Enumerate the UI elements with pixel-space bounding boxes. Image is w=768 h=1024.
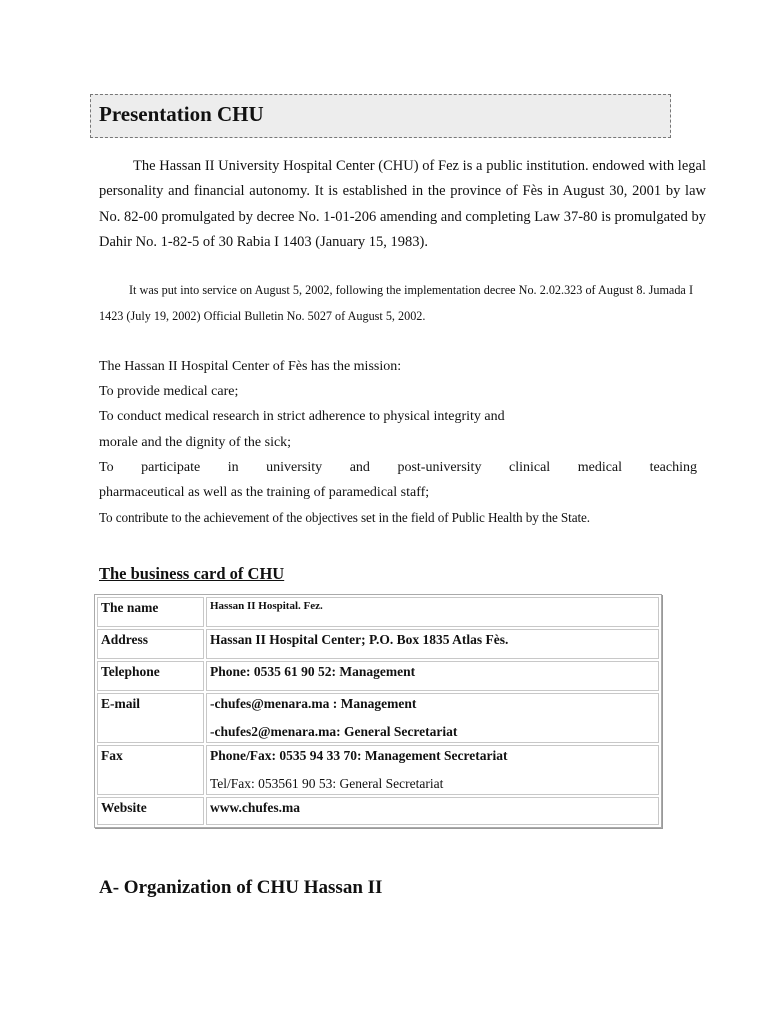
name-value: Hassan II Hospital. Fez. — [206, 597, 659, 627]
table-row — [97, 745, 659, 795]
table-row — [97, 597, 659, 627]
service-paragraph-text: It was put into service on August 5, 2002, following the implementation decree No. 2.02.323 of August 8. Jumada I 1423 (July 19, 2002) Official Bulletin No. 5027 of August 5, 2002. — [99, 283, 693, 323]
business-card-heading: The business card of CHU — [99, 564, 285, 583]
telephone-label: Telephone — [97, 661, 204, 691]
table-row — [97, 661, 659, 691]
website-value: www.chufes.ma — [206, 797, 659, 825]
section-heading: A- Organization of CHU Hassan II — [99, 877, 383, 898]
intro-paragraph-text: The Hassan II University Hospital Center (CHU) of Fez is a public institution. endowed with legal personality and financial autonomy. It is established in the province of Fès in August 30, 2001 by law No. 82-00 promulgated by decree No. 1-01-206 amending and completing Law 37-80 is promulgated by Dahir No. 1-82-5 of 30 Rabia I 1403 (January 15, 1983). — [99, 158, 706, 250]
mission-item-teaching-line2: pharmaceutical as well as the training of paramedical staff; — [99, 485, 430, 501]
email-label: E-mail — [97, 693, 204, 743]
fax-value — [206, 745, 659, 795]
mission-list — [99, 354, 697, 530]
table-row — [97, 797, 659, 825]
intro-paragraph — [99, 154, 706, 255]
telephone-value: Phone: 0535 61 90 52: Management — [206, 661, 659, 691]
fax-management: Phone/Fax: 0535 94 33 70: Management Secretariat — [210, 748, 508, 763]
table-row — [97, 629, 659, 659]
mission-item-medical-care: To provide medical care; — [99, 384, 239, 400]
mission-intro: The Hassan II Hospital Center of Fès has the mission: — [99, 359, 402, 374]
business-card-table — [94, 594, 662, 828]
table-row — [97, 693, 659, 743]
website-label: Website — [97, 797, 204, 825]
email-value — [206, 693, 659, 743]
fax-label: Fax — [97, 745, 204, 795]
service-paragraph — [99, 278, 693, 329]
page-title: Presentation CHU — [99, 102, 264, 126]
address-value: Hassan II Hospital Center; P.O. Box 1835 Atlas Fès. — [206, 629, 659, 659]
mission-item-research-line2: morale and the dignity of the sick; — [99, 434, 292, 450]
title-box — [90, 94, 671, 138]
mission-item-research-line1: To conduct medical research in strict adherence to physical integrity and — [99, 409, 505, 425]
mission-item-public-health: To contribute to the achievement of the objectives set in the field of Public Health by the State. — [99, 510, 590, 526]
mission-item-teaching-line1: To participate in university and post-university clinical medical teaching — [99, 459, 697, 475]
fax-secretariat: Tel/Fax: 053561 90 53: General Secretariat — [210, 776, 444, 791]
email-management: -chufes@menara.ma : Management — [210, 696, 417, 711]
name-label: The name — [97, 597, 204, 627]
email-secretariat: -chufes2@menara.ma: General Secretariat — [210, 724, 458, 739]
address-label: Address — [97, 629, 204, 659]
